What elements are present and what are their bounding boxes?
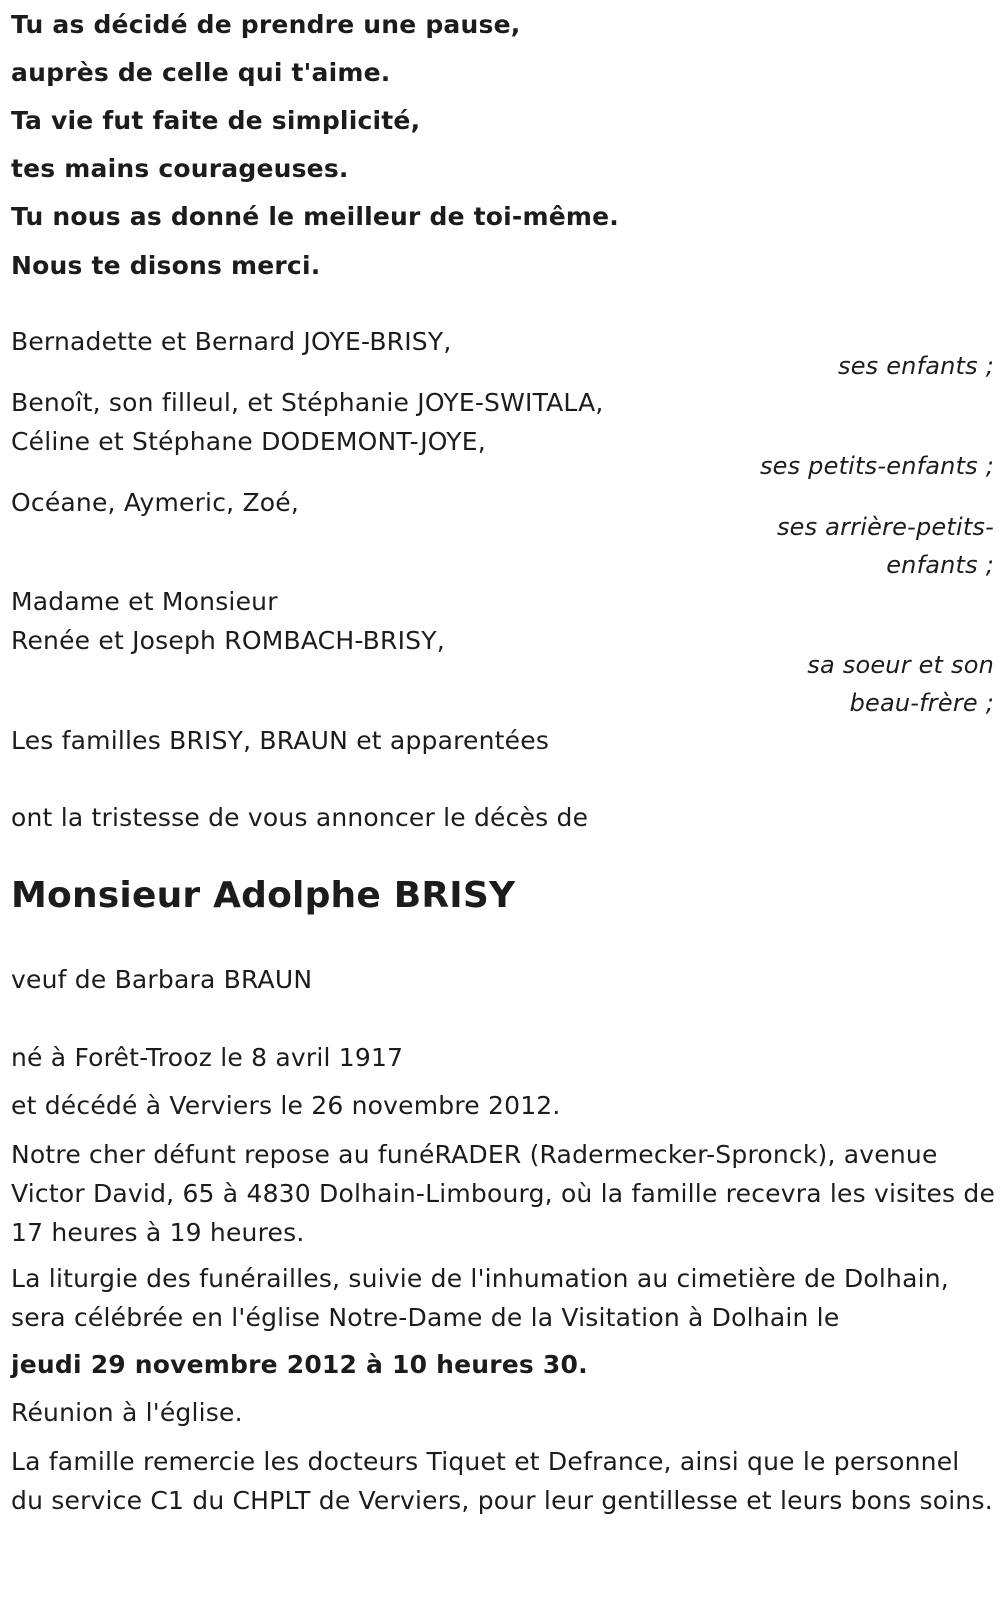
grandchildren-names: Benoît, son filleul, et Stéphanie JOYE-SWITALA, bbox=[11, 388, 604, 417]
great-grandchildren-relation: enfants ; bbox=[886, 551, 994, 579]
sister-relation: beau-frère ; bbox=[849, 689, 994, 717]
poem-line: auprès de celle qui t'aime. bbox=[11, 58, 391, 87]
widower-of: veuf de Barbara BRAUN bbox=[11, 965, 313, 994]
poem-line: Ta vie fut faite de simplicité, bbox=[11, 106, 421, 135]
poem-line: Nous te disons merci. bbox=[11, 251, 321, 280]
poem-line: Tu as décidé de prendre une pause, bbox=[11, 10, 521, 39]
great-grandchildren-relation: ses arrière-petits- bbox=[776, 513, 994, 541]
poem-line: Tu nous as donné le meilleur de toi-même. bbox=[11, 202, 620, 231]
children-relation: ses enfants ; bbox=[838, 352, 994, 380]
rest-place-paragraph: Notre cher défunt repose au funéRADER (Radermecker-Spronck), avenue Victor David, 65 à 4830 Dolhain-Limbourg, où la famille recevra les visites de 17 heures à 19 heures. bbox=[11, 1140, 996, 1247]
grandchildren-names: Céline et Stéphane DODEMONT-JOYE, bbox=[11, 427, 486, 456]
sister-names: Renée et Joseph ROMBACH-BRISY, bbox=[11, 626, 445, 655]
birth-info: né à Forêt-Trooz le 8 avril 1917 bbox=[11, 1043, 404, 1072]
death-info: et décédé à Verviers le 26 novembre 2012. bbox=[11, 1091, 561, 1120]
ceremony-datetime: jeudi 29 novembre 2012 à 10 heures 30. bbox=[11, 1350, 588, 1379]
sister-names: Madame et Monsieur bbox=[11, 587, 278, 616]
deceased-name: Monsieur Adolphe BRISY bbox=[11, 875, 516, 916]
meeting-note: Réunion à l'église. bbox=[11, 1398, 243, 1427]
liturgy-paragraph: La liturgie des funérailles, suivie de l'inhumation au cimetière de Dolhain, sera célébrée en l'église Notre-Dame de la Visitation à Dolhain le bbox=[11, 1264, 949, 1332]
poem-line: tes mains courageuses. bbox=[11, 154, 349, 183]
announcement: ont la tristesse de vous annoncer le décès de bbox=[11, 803, 589, 832]
families-line: Les familles BRISY, BRAUN et apparentées bbox=[11, 726, 550, 755]
children-names: Bernadette et Bernard JOYE-BRISY, bbox=[11, 327, 452, 356]
sister-relation: sa soeur et son bbox=[807, 651, 994, 679]
grandchildren-relation: ses petits-enfants ; bbox=[759, 452, 994, 480]
great-grandchildren-names: Océane, Aymeric, Zoé, bbox=[11, 488, 299, 517]
thanks-paragraph: La famille remercie les docteurs Tiquet et Defrance, ainsi que le personnel du service C1 du CHPLT de Verviers, pour leur gentillesse et leurs bons soins. bbox=[11, 1447, 993, 1515]
